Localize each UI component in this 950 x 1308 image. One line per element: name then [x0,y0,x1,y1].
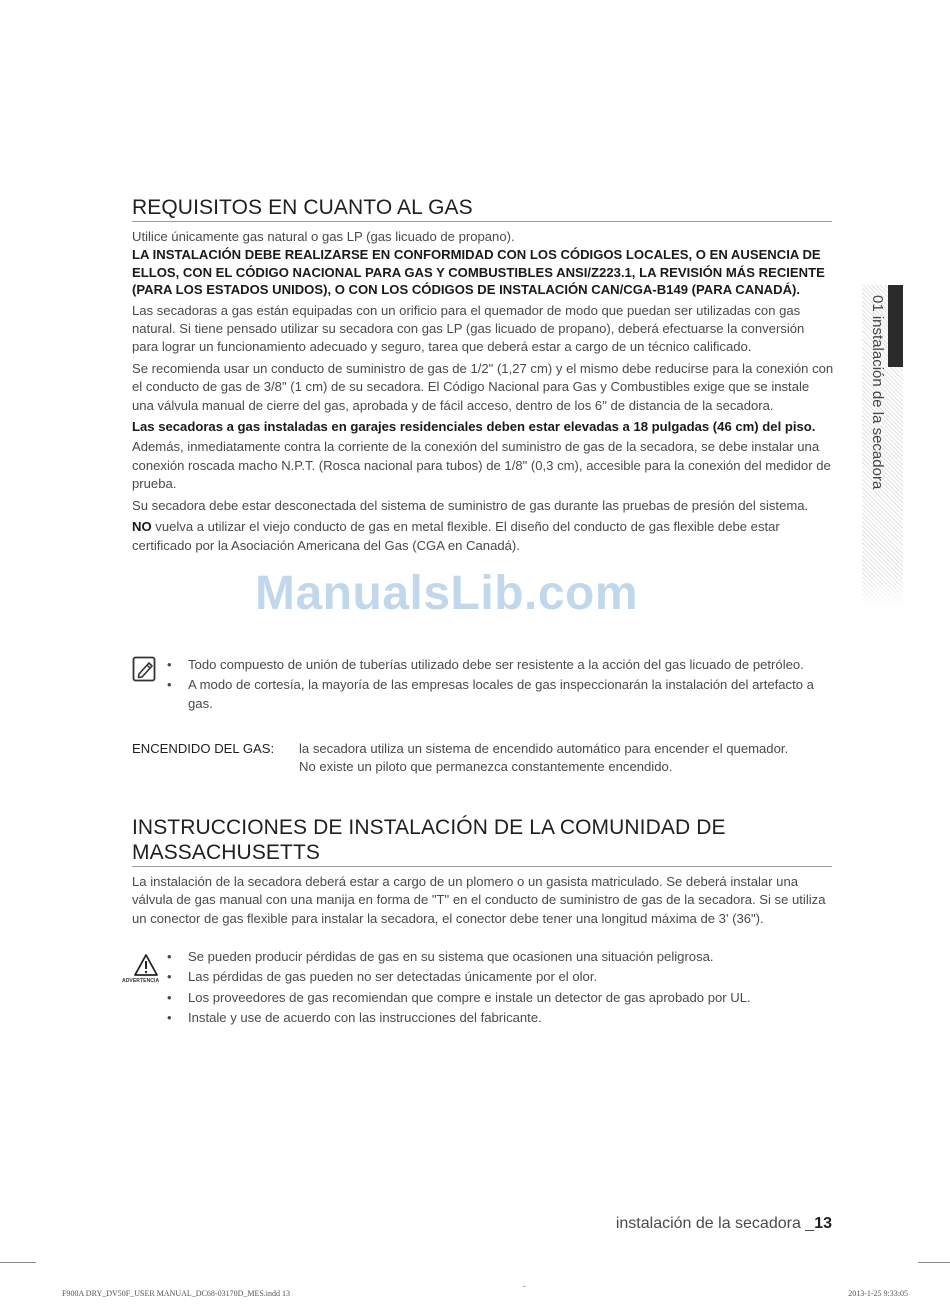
flex-connector-paragraph [132,518,834,555]
center-mark: - [523,1281,526,1291]
ignition-text: la secadora utiliza un sistema de encendido automático para encender el quemador. No existe un piloto que permanezca constantemente encendido. [299,741,789,775]
section-title-massachusetts: INSTRUCCIONES DE INSTALACIÓN DE LA COMUNIDAD DE MASSACHUSETTS [132,815,832,867]
test-gauge-paragraph: Además, inmediatamente contra la corriente de la conexión del suministro de gas de la secadora, se debe instalar una conexión roscada macho N.P.T. (Rosca nacional para tubos) de 1/8" (0,3 cm), accesible para la conexión del medidor de prueba. [132,439,831,492]
list-item: • Las pérdidas de gas pueden no ser detectadas únicamente por el olor. [167,969,598,985]
list-item: • Se pueden producir pérdidas de gas en su sistema que ocasionen una situación peligrosa. [167,949,714,964]
list-item: • A modo de cortesía, la mayoría de las empresas locales de gas inspeccionarán la instalación del artefacto a gas. [167,677,814,711]
orifice-paragraph: Las secadoras a gas están equipadas con un orificio para el quemador de modo que puedan ser utilizadas con gas natural. Si tiene pensado utilizar su secadora con gas LP (gas licuado de propano), deberá efectuarse la conversión para lograr un funcionamiento adecuado y seguro, tarea que deberá estar a cargo de un técnico calificado. [132,302,805,355]
list-item: • Los proveedores de gas recomiendan que compre e instale un detector de gas aprobado por UL. [167,989,751,1005]
print-slug-timestamp: 2013-1-25 9:33:05 [848,1289,908,1298]
plumber-paragraph: La instalación de la secadora deberá estar a cargo de un plomero o un gasista matriculado. Se deberá instalar una válvula de gas manual con una manija en forma de "T" en el conducto de suministro de gas de la secadora. Si se utiliza un conector de gas flexible para instalar la secadora, el conector debe tener una longitud máxima de 3' (36"). [132,874,826,926]
crop-mark-right [918,1262,950,1263]
warning-label: ADVERTENCIA [122,978,160,984]
massachusetts-body [132,873,834,928]
watermark: ManualsLib.com [255,567,639,620]
chapter-tab-fade [862,570,903,607]
section-title-gas-requirements: REQUISITOS EN CUANTO AL GAS [132,195,832,222]
gas-requirements-body [132,228,834,555]
warnings-list [164,948,834,1030]
notes-list [164,656,834,715]
list-item: • Instale y use de acuerdo con las instrucciones del fabricante. [167,1010,542,1026]
chapter-tab-marker [888,285,903,367]
code-compliance-paragraph: LA INSTALACIÓN DEBE REALIZARSE EN CONFORMIDAD CON LOS CÓDIGOS LOCALES, O EN AUSENCIA DE ELLOS, CON EL CÓDIGO NACIONAL PARA GAS Y COMBUSTIBLES ANSI/Z223.1, LA REVISIÓN MÁS RECIENTE (PARA LOS ESTADOS UNIDOS), O CON LOS CÓDIGOS DE INSTALACIÓN CAN/CGA-B149 (PARA CANADÁ). [132,247,825,298]
ignition-label: ENCENDIDO DEL GAS: [132,741,275,756]
intro-paragraph: Utilice únicamente gas natural o gas LP (gas licuado de propano). [132,229,515,244]
print-slug-file: F900A DRY_DV50F_USER MANUAL_DC68-03170D_MES.indd 13 [62,1289,291,1298]
note-pencil-icon [132,655,158,683]
supply-line-paragraph: Se recomienda usar un conducto de suministro de gas de 1/2" (1,27 cm) y el mismo debe reducirse para la conexión con el conducto de gas de 3/8" (1 cm) de su secadora. El Código Nacional para Gas y Combustibles exige que se instale una válvula manual de cierre del gas, aprobada y de fácil acceso, dentro de los 6" de distancia de la secadora. [132,360,834,413]
page-number: 13 [814,1215,832,1232]
do-not-emphasis: NO [132,519,152,535]
crop-mark-left [0,1262,36,1263]
page-footer [616,1214,832,1234]
chapter-tab-label: 01 instalación de la secadora [869,295,886,490]
flex-connector-text: vuelva a utilizar el viejo conducto de gas en metal flexible. El diseño del conducto de gas flexible debe estar certificado por la Asociación Americana del Gas (CGA en Canadá). [132,519,780,553]
garage-elevation-paragraph: Las secadoras a gas instaladas en garajes residenciales deben estar elevadas a 18 pulgadas (46 cm) del piso. [132,419,816,435]
footer-section-name: instalación de la secadora _ [615,1215,815,1232]
list-item: • Todo compuesto de unión de tuberías utilizado debe ser resistente a la acción del gas licuado de petróleo. [167,657,804,672]
pressure-test-paragraph: Su secadora debe estar desconectada del sistema de suministro de gas durante las pruebas de presión del sistema. [132,497,809,513]
